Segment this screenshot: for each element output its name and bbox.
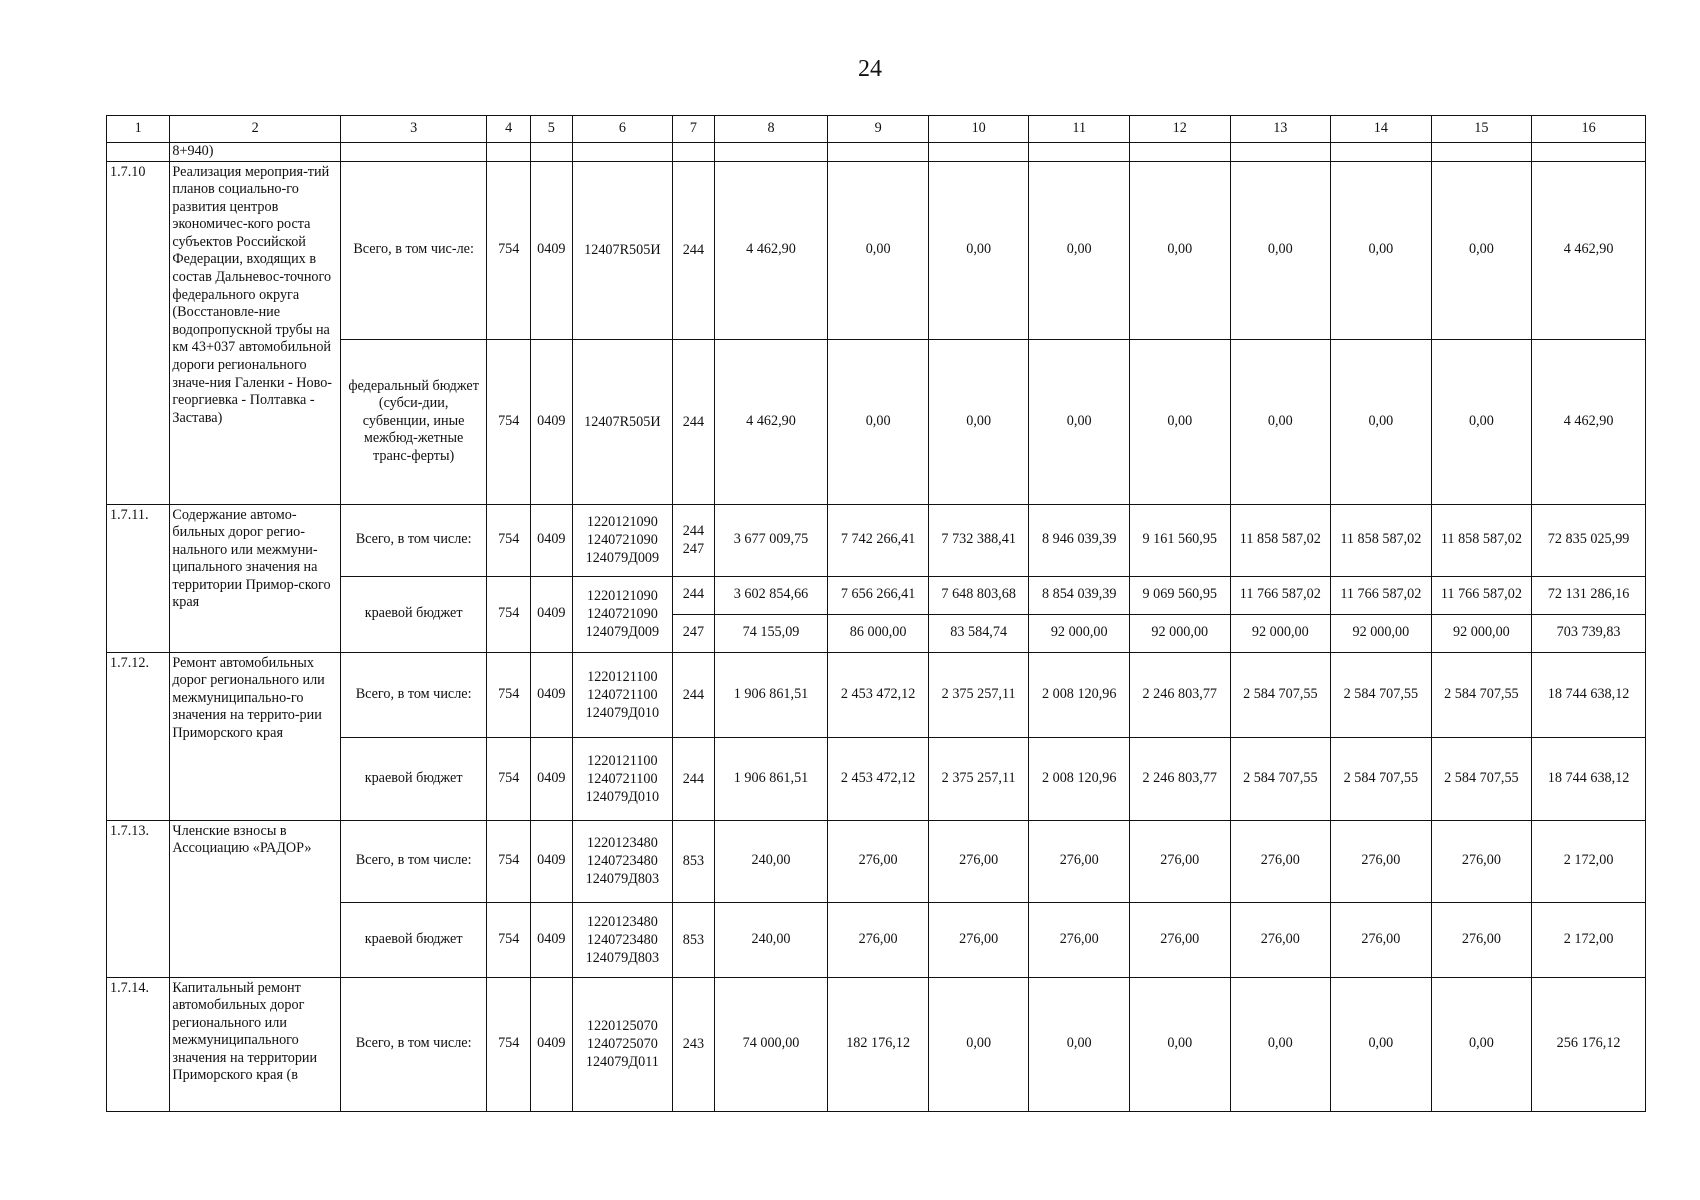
column-header: 12 xyxy=(1129,116,1230,143)
amount-cell: 7 732 388,41 xyxy=(928,504,1029,576)
funding-source: краевой бюджет xyxy=(340,576,486,652)
amount-cell: 1 906 861,51 xyxy=(714,737,828,820)
amount-cell: 74 155,09 xyxy=(714,614,828,652)
amount-cell: 92 000,00 xyxy=(1129,614,1230,652)
item-name: Капитальный ремонт автомобильных дорог регионального или межмуниципального значения на территории Приморского края (в xyxy=(170,977,341,1111)
funding-source: федеральный бюджет (субси-дии, субвенции, иные межбюд-жетные транс-ферты) xyxy=(340,339,486,504)
grbs-code: 754 xyxy=(487,576,531,652)
amount-cell: 2 584 707,55 xyxy=(1230,737,1331,820)
amount-cell: 276,00 xyxy=(828,902,929,977)
total-amount-cell: 18 744 638,12 xyxy=(1532,737,1646,820)
amount-cell: 3 677 009,75 xyxy=(714,504,828,576)
expense-type-code: 853 xyxy=(673,902,715,977)
amount-cell: 0,00 xyxy=(928,161,1029,339)
amount-cell: 9 069 560,95 xyxy=(1129,576,1230,614)
target-article-code: 12407R505И xyxy=(572,161,673,339)
amount-cell: 0,00 xyxy=(1129,977,1230,1111)
amount-cell: 2 584 707,55 xyxy=(1331,737,1432,820)
empty-cell xyxy=(828,143,929,162)
amount-cell: 0,00 xyxy=(1331,161,1432,339)
amount-cell: 7 648 803,68 xyxy=(928,576,1029,614)
grbs-code: 754 xyxy=(487,902,531,977)
item-number: 1.7.11. xyxy=(107,504,170,652)
item-name: Членские взносы в Ассоциацию «РАДОР» xyxy=(170,820,341,977)
empty-cell xyxy=(1129,143,1230,162)
amount-cell: 276,00 xyxy=(1331,902,1432,977)
empty-cell xyxy=(1230,143,1331,162)
expense-type-code: 244 xyxy=(673,652,715,737)
expense-type-code: 244 247 xyxy=(673,504,715,576)
empty-cell xyxy=(1029,143,1130,162)
amount-cell: 276,00 xyxy=(1029,902,1130,977)
continuation-row xyxy=(107,143,1646,162)
column-number-row xyxy=(107,116,1646,143)
expense-type-code: 244 xyxy=(673,161,715,339)
section-code: 0409 xyxy=(531,339,573,504)
total-amount-cell: 4 462,90 xyxy=(1532,161,1646,339)
amount-cell: 0,00 xyxy=(1029,161,1130,339)
amount-cell: 7 656 266,41 xyxy=(828,576,929,614)
table-row xyxy=(107,161,1646,339)
item-number: 1.7.13. xyxy=(107,820,170,977)
amount-cell: 2 008 120,96 xyxy=(1029,737,1130,820)
amount-cell: 11 858 587,02 xyxy=(1431,504,1532,576)
column-header: 16 xyxy=(1532,116,1646,143)
column-header: 10 xyxy=(928,116,1029,143)
amount-cell: 276,00 xyxy=(1431,902,1532,977)
amount-cell: 74 000,00 xyxy=(714,977,828,1111)
amount-cell: 276,00 xyxy=(1230,902,1331,977)
expense-type-code: 853 xyxy=(673,820,715,902)
column-header: 15 xyxy=(1431,116,1532,143)
funding-source: Всего, в том числе: xyxy=(340,820,486,902)
amount-cell: 240,00 xyxy=(714,820,828,902)
empty-cell xyxy=(340,143,486,162)
funding-source: Всего, в том числе: xyxy=(340,652,486,737)
budget-table xyxy=(106,115,1646,1112)
expense-type-code: 244 xyxy=(673,576,715,614)
total-amount-cell: 2 172,00 xyxy=(1532,820,1646,902)
amount-cell: 83 584,74 xyxy=(928,614,1029,652)
funding-source: Всего, в том числе: xyxy=(340,977,486,1111)
funding-source: краевой бюджет xyxy=(340,902,486,977)
column-header: 8 xyxy=(714,116,828,143)
target-article-code: 1220123480 1240723480 124079Д803 xyxy=(572,902,673,977)
funding-source: Всего, в том чис-ле: xyxy=(340,161,486,339)
amount-cell: 276,00 xyxy=(828,820,929,902)
page-number: 24 xyxy=(858,56,882,82)
amount-cell: 0,00 xyxy=(1431,977,1532,1111)
target-article-code: 12407R505И xyxy=(572,339,673,504)
grbs-code: 754 xyxy=(487,652,531,737)
empty-cell xyxy=(487,143,531,162)
column-header: 5 xyxy=(531,116,573,143)
amount-cell: 0,00 xyxy=(928,339,1029,504)
amount-cell: 4 462,90 xyxy=(714,161,828,339)
amount-cell: 1 906 861,51 xyxy=(714,652,828,737)
amount-cell: 2 584 707,55 xyxy=(1431,737,1532,820)
amount-cell: 0,00 xyxy=(1431,161,1532,339)
column-header: 7 xyxy=(673,116,715,143)
amount-cell: 0,00 xyxy=(1230,339,1331,504)
expense-type-code: 244 xyxy=(673,737,715,820)
grbs-code: 754 xyxy=(487,977,531,1111)
expense-type-code: 247 xyxy=(673,614,715,652)
amount-cell: 8 854 039,39 xyxy=(1029,576,1130,614)
section-code: 0409 xyxy=(531,576,573,652)
total-amount-cell: 703 739,83 xyxy=(1532,614,1646,652)
empty-cell xyxy=(1431,143,1532,162)
amount-cell: 2 246 803,77 xyxy=(1129,652,1230,737)
section-code: 0409 xyxy=(531,902,573,977)
total-amount-cell: 72 131 286,16 xyxy=(1532,576,1646,614)
target-article-code: 1220123480 1240723480 124079Д803 xyxy=(572,820,673,902)
column-header: 14 xyxy=(1331,116,1432,143)
empty-cell xyxy=(673,143,715,162)
target-article-code: 1220121090 1240721090 124079Д009 xyxy=(572,576,673,652)
column-header: 4 xyxy=(487,116,531,143)
amount-cell: 276,00 xyxy=(928,902,1029,977)
empty-cell xyxy=(531,143,573,162)
total-amount-cell: 18 744 638,12 xyxy=(1532,652,1646,737)
expense-type-code: 244 xyxy=(673,339,715,504)
target-article-code: 1220125070 1240725070 124079Д011 xyxy=(572,977,673,1111)
empty-cell xyxy=(572,143,673,162)
amount-cell: 0,00 xyxy=(928,977,1029,1111)
amount-cell: 2 008 120,96 xyxy=(1029,652,1130,737)
amount-cell: 276,00 xyxy=(1331,820,1432,902)
amount-cell: 0,00 xyxy=(828,339,929,504)
target-article-code: 1220121090 1240721090 124079Д009 xyxy=(572,504,673,576)
item-name: Ремонт автомобильных дорог регионального или межмуниципально-го значения на террито-рии Приморского края xyxy=(170,652,341,820)
amount-cell: 276,00 xyxy=(1431,820,1532,902)
amount-cell: 92 000,00 xyxy=(1431,614,1532,652)
funding-source: Всего, в том числе: xyxy=(340,504,486,576)
funding-source: краевой бюджет xyxy=(340,737,486,820)
amount-cell: 0,00 xyxy=(1431,339,1532,504)
grbs-code: 754 xyxy=(487,161,531,339)
amount-cell: 4 462,90 xyxy=(714,339,828,504)
amount-cell: 86 000,00 xyxy=(828,614,929,652)
section-code: 0409 xyxy=(531,977,573,1111)
column-header: 3 xyxy=(340,116,486,143)
section-code: 0409 xyxy=(531,737,573,820)
item-name: Реализация мероприя-тий планов социально-го развития центров экономичес-кого роста субъектов Российской Федерации, входящих в состав Дальневос-точного федерального округа (Восстановле-ние водопропускной трубы на км 43+037 автомобильной дороги регионального значе-ния Галенки - Ново-георгиевка - Полтавка - Застава) xyxy=(170,161,341,504)
item-number: 1.7.12. xyxy=(107,652,170,820)
amount-cell: 11 766 587,02 xyxy=(1331,576,1432,614)
amount-cell: 2 584 707,55 xyxy=(1431,652,1532,737)
amount-cell: 2 375 257,11 xyxy=(928,737,1029,820)
amount-cell: 240,00 xyxy=(714,902,828,977)
column-header: 6 xyxy=(572,116,673,143)
item-name: Содержание автомо-бильных дорог регио-нального или межмуни-ципального значения на территории Примор-ского края xyxy=(170,504,341,652)
column-header: 1 xyxy=(107,116,170,143)
item-number: 1.7.10 xyxy=(107,161,170,504)
amount-cell: 276,00 xyxy=(1230,820,1331,902)
amount-cell: 11 858 587,02 xyxy=(1230,504,1331,576)
amount-cell: 2 453 472,12 xyxy=(828,652,929,737)
grbs-code: 754 xyxy=(487,504,531,576)
empty-cell xyxy=(1532,143,1646,162)
table-row xyxy=(107,504,1646,576)
total-amount-cell: 72 835 025,99 xyxy=(1532,504,1646,576)
amount-cell: 276,00 xyxy=(1129,902,1230,977)
section-code: 0409 xyxy=(531,820,573,902)
amount-cell: 2 584 707,55 xyxy=(1331,652,1432,737)
target-article-code: 1220121100 1240721100 124079Д010 xyxy=(572,737,673,820)
amount-cell: 0,00 xyxy=(828,161,929,339)
section-code: 0409 xyxy=(531,504,573,576)
amount-cell: 2 584 707,55 xyxy=(1230,652,1331,737)
total-amount-cell: 2 172,00 xyxy=(1532,902,1646,977)
amount-cell: 11 766 587,02 xyxy=(1230,576,1331,614)
item-number: 1.7.14. xyxy=(107,977,170,1111)
amount-cell: 0,00 xyxy=(1129,161,1230,339)
column-header: 11 xyxy=(1029,116,1130,143)
amount-cell: 0,00 xyxy=(1029,339,1130,504)
amount-cell: 11 766 587,02 xyxy=(1431,576,1532,614)
amount-cell: 182 176,12 xyxy=(828,977,929,1111)
amount-cell: 11 858 587,02 xyxy=(1331,504,1432,576)
amount-cell: 0,00 xyxy=(1029,977,1130,1111)
amount-cell: 276,00 xyxy=(1029,820,1130,902)
amount-cell: 0,00 xyxy=(1331,339,1432,504)
table-row xyxy=(107,977,1646,1111)
table-row xyxy=(107,652,1646,737)
empty-cell xyxy=(714,143,828,162)
column-header: 13 xyxy=(1230,116,1331,143)
total-amount-cell: 4 462,90 xyxy=(1532,339,1646,504)
table-row xyxy=(107,820,1646,902)
amount-cell: 92 000,00 xyxy=(1230,614,1331,652)
amount-cell: 9 161 560,95 xyxy=(1129,504,1230,576)
total-amount-cell: 256 176,12 xyxy=(1532,977,1646,1111)
empty-cell xyxy=(107,143,170,162)
empty-cell xyxy=(928,143,1029,162)
amount-cell: 0,00 xyxy=(1331,977,1432,1111)
amount-cell: 276,00 xyxy=(928,820,1029,902)
grbs-code: 754 xyxy=(487,820,531,902)
section-code: 0409 xyxy=(531,161,573,339)
amount-cell: 92 000,00 xyxy=(1029,614,1130,652)
amount-cell: 3 602 854,66 xyxy=(714,576,828,614)
amount-cell: 0,00 xyxy=(1129,339,1230,504)
amount-cell: 0,00 xyxy=(1230,977,1331,1111)
amount-cell: 92 000,00 xyxy=(1331,614,1432,652)
amount-cell: 8 946 039,39 xyxy=(1029,504,1130,576)
empty-cell xyxy=(1331,143,1432,162)
amount-cell: 276,00 xyxy=(1129,820,1230,902)
expense-type-code: 243 xyxy=(673,977,715,1111)
amount-cell: 2 453 472,12 xyxy=(828,737,929,820)
grbs-code: 754 xyxy=(487,737,531,820)
continuation-text: 8+940) xyxy=(170,143,341,162)
column-header: 9 xyxy=(828,116,929,143)
amount-cell: 2 246 803,77 xyxy=(1129,737,1230,820)
section-code: 0409 xyxy=(531,652,573,737)
column-header: 2 xyxy=(170,116,341,143)
amount-cell: 7 742 266,41 xyxy=(828,504,929,576)
amount-cell: 0,00 xyxy=(1230,161,1331,339)
target-article-code: 1220121100 1240721100 124079Д010 xyxy=(572,652,673,737)
grbs-code: 754 xyxy=(487,339,531,504)
amount-cell: 2 375 257,11 xyxy=(928,652,1029,737)
